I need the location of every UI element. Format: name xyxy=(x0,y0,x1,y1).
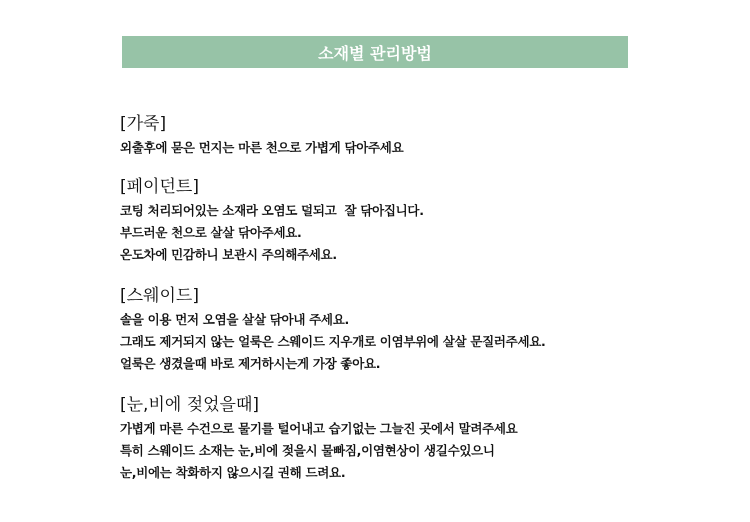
section-line: 코팅 처리되어있는 소재라 오염도 덜되고 잘 닦아집니다. xyxy=(120,203,424,218)
section-heading: [가죽] xyxy=(120,114,167,134)
section-line: 외출후에 묻은 먼지는 마른 천으로 가볍게 닦아주세요 xyxy=(120,140,404,155)
section-leather xyxy=(120,113,403,159)
section-wet xyxy=(120,394,517,484)
page-title-banner xyxy=(122,36,628,68)
section-line: 그래도 제거되지 않는 얼룩은 스웨이드 지우개로 이염부위에 살살 문질러주세요. xyxy=(120,334,546,349)
section-line: 온도차에 민감하니 보관시 주의해주세요. xyxy=(120,247,337,262)
section-line: 눈,비에는 착화하지 않으시길 권해 드려요. xyxy=(120,465,346,480)
section-heading: [스웨이드] xyxy=(120,286,199,306)
section-line: 부드러운 천으로 살살 닦아주세요. xyxy=(120,225,302,240)
section-suede xyxy=(120,285,545,375)
section-heading: [눈,비에 젖었을때] xyxy=(120,395,260,415)
page-title: 소재별 관리방법 xyxy=(318,43,432,63)
section-heading: [페이던트] xyxy=(120,177,199,197)
section-line: 특히 스웨이드 소재는 눈,비에 젖을시 물빠짐,이염현상이 생길수있으니 xyxy=(120,443,495,458)
section-patent xyxy=(120,176,424,266)
section-line: 얼룩은 생겼을때 바로 제거하시는게 가장 좋아요. xyxy=(120,356,381,371)
section-line: 가볍게 마른 수건으로 물기를 털어내고 습기없는 그늘진 곳에서 말려주세요 xyxy=(120,421,518,436)
section-line: 솔을 이용 먼저 오염을 살살 닦아내 주세요. xyxy=(120,312,349,327)
